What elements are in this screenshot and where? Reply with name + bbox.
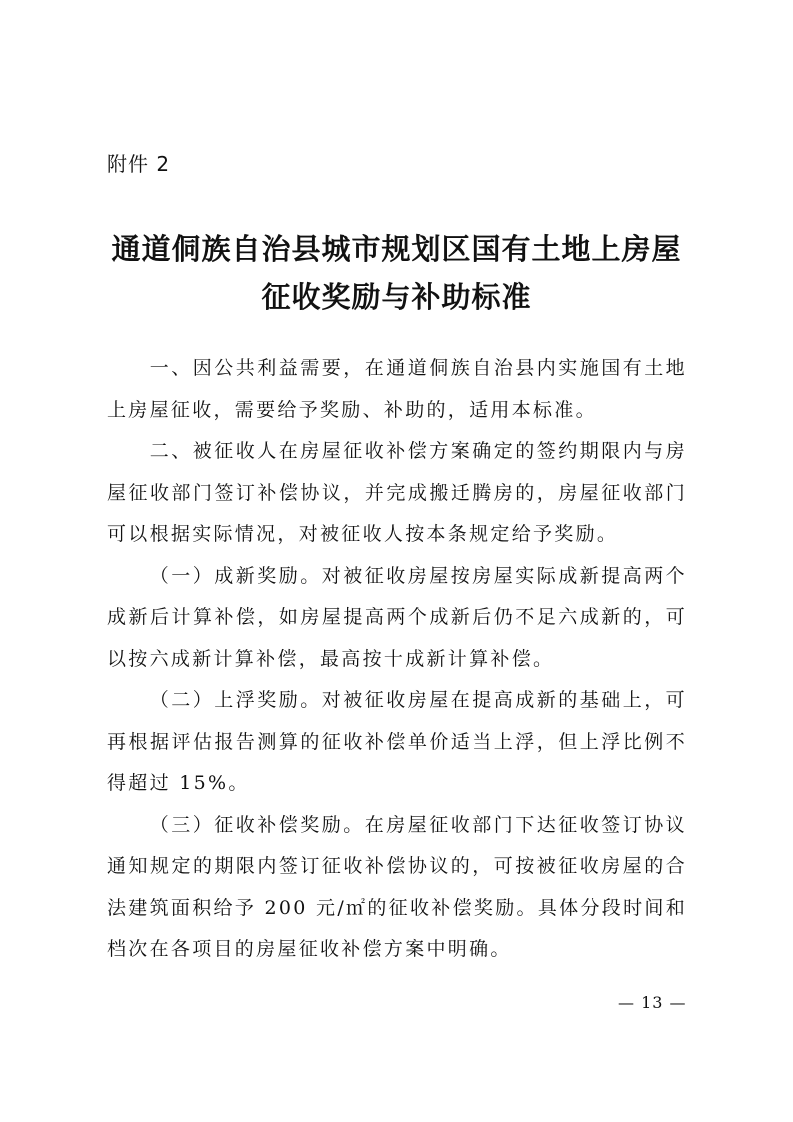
paragraph-reward-conditions: 二、被征收人在房屋征收补偿方案确定的签约期限内与房屋征收部门签订补偿协议，并完成搬迁腾房的，房屋征收部门可以根据实际情况，对被征收人按本条规定给予奖励。 — [107, 440, 687, 545]
document-body — [107, 348, 687, 971]
document-title-line-1: 通道侗族自治县城市规划区国有土地上房屋 — [111, 232, 682, 266]
paragraph-float-reward: （二）上浮奖励。对被征收房屋在提高成新的基础上，可再根据评估报告测算的征收补偿单价适当上浮，但上浮比例不得超过 15%。 — [107, 689, 687, 794]
page-number: — 13 — — [618, 993, 687, 1012]
paragraph-newness-reward: （一）成新奖励。对被征收房屋按房屋实际成新提高两个成新后计算补偿，如房屋提高两个成新后仍不足六成新的，可以按六成新计算补偿，最高按十成新计算补偿。 — [107, 564, 687, 670]
paragraph-public-interest: 一、因公共利益需要，在通道侗族自治县内实施国有土地上房屋征收，需要给予奖励、补助的，适用本标准。 — [107, 357, 687, 421]
document-title-line-2: 征收奖励与补助标准 — [261, 280, 532, 314]
paragraph-compensation-reward: （三）征收补偿奖励。在房屋征收部门下达征收签订协议通知规定的期限内签订征收补偿协议的，可按被征收房屋的合法建筑面积给予 200 元/㎡的征收补偿奖励。具体分段时间和档次在各项目的房屋征收补偿方案中明确。 — [107, 813, 687, 960]
attachment-label: 附件 2 — [107, 152, 171, 176]
